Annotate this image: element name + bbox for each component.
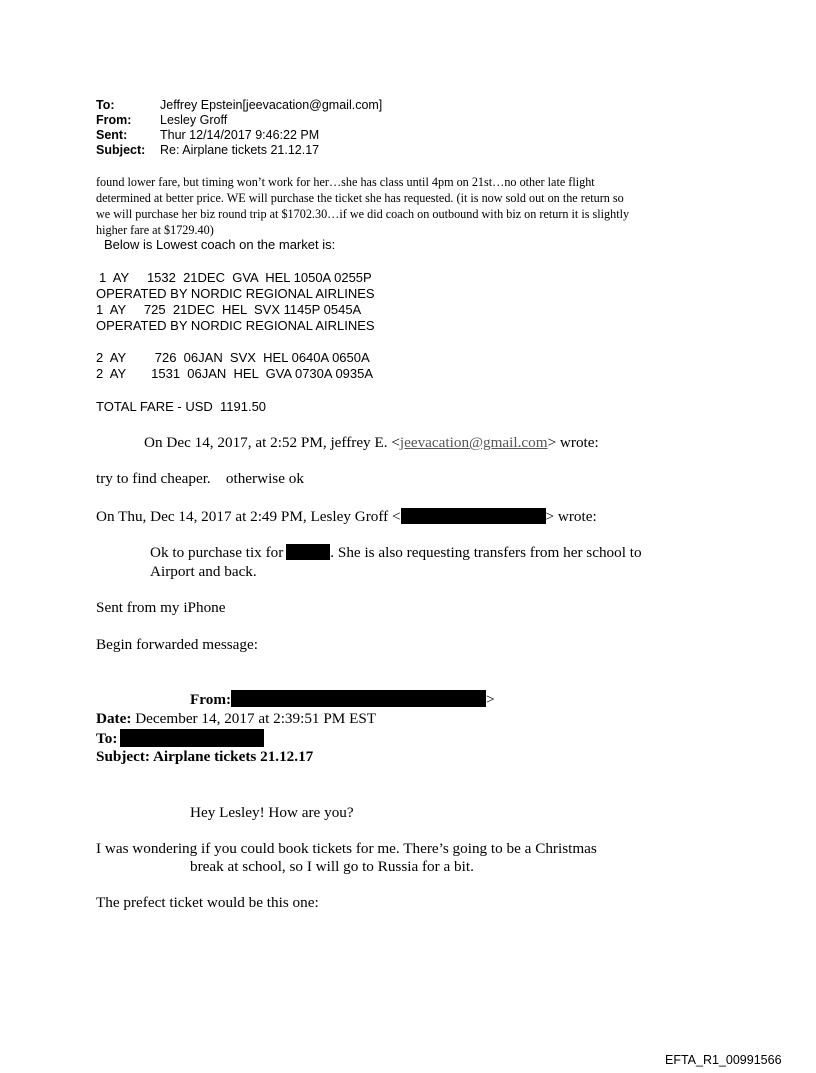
reply-line: we will purchase her biz round trip at $1702.30…if we did coach on outbound with biz on return it is slightly (96, 207, 630, 221)
lesley-body-line2: Airport and back. (150, 563, 257, 580)
to-value: Jeffrey Epstein[jeevacation@gmail.com] (160, 98, 383, 112)
to-label: To: (96, 98, 115, 112)
fwd-date-line (96, 710, 376, 728)
lesley-line1-prefix: Ok to purchase tix for (150, 544, 284, 561)
fwd-subject: Subject: Airplane tickets 21.12.17 (96, 748, 314, 765)
sent-value: Thur 12/14/2017 9:46:22 PM (160, 128, 320, 142)
sent-from-iphone: Sent from my iPhone (96, 599, 226, 616)
redacted-block (231, 690, 486, 707)
redacted-block (286, 544, 330, 560)
jeffrey-intro (144, 434, 599, 452)
lesley-intro-prefix: On Thu, Dec 14, 2017 at 2:49 PM, Lesley Groff < (96, 508, 401, 525)
jeffrey-email-link[interactable]: jeevacation@gmail.com (399, 434, 548, 451)
lesley-line1-suffix: . She is also requesting transfers from her school to (330, 544, 642, 561)
fwd-body-line: break at school, so I will go to Russia for a bit. (190, 858, 474, 875)
fwd-body-line: The prefect ticket would be this one: (96, 894, 319, 911)
subject-value: Re: Airplane tickets 21.12.17 (160, 143, 320, 157)
from-value: Lesley Groff (160, 113, 228, 127)
fwd-to-line (96, 729, 264, 748)
lesley-intro (96, 508, 597, 526)
fwd-date-value: December 14, 2017 at 2:39:51 PM EST (135, 710, 377, 727)
flight-line: 2 AY 726 06JAN SVX HEL 0640A 0650A (96, 350, 370, 365)
jeffrey-intro-prefix: On Dec 14, 2017, at 2:52 PM, jeffrey E. < (144, 434, 400, 451)
jeffrey-body: try to find cheaper. otherwise ok (96, 470, 304, 487)
reply-line: found lower fare, but timing won’t work for her…she has class until 4pm on 21st…no other late flight (96, 175, 595, 189)
flight-line: OPERATED BY NORDIC REGIONAL AIRLINES (96, 318, 375, 333)
total-fare: TOTAL FARE - USD 1191.50 (96, 399, 267, 414)
reply-line: determined at better price. WE will purchase the ticket she has requested. (it is now sold out on the return so (96, 191, 624, 205)
flight-line: OPERATED BY NORDIC REGIONAL AIRLINES (96, 286, 375, 301)
forwarded-label: Begin forwarded message: (96, 636, 258, 653)
lesley-body-line1 (150, 544, 642, 562)
fwd-greeting: Hey Lesley! How are you? (190, 804, 354, 821)
lowest-coach-text: Below is Lowest coach on the market is: (104, 237, 336, 252)
fwd-body-line: I was wondering if you could book tickets for me. There’s going to be a Christmas (96, 840, 597, 857)
document-id: EFTA_R1_00991566 (665, 1053, 782, 1067)
from-label: From: (96, 113, 132, 127)
fwd-to-label: To: (96, 730, 118, 747)
fwd-subject-line (96, 748, 313, 766)
fwd-from-suffix: > (486, 691, 495, 708)
jeffrey-intro-suffix: > wrote: (547, 434, 599, 451)
redacted-block (120, 729, 264, 747)
fwd-from-label: From: (190, 691, 232, 708)
reply-line: higher fare at $1729.40) (96, 223, 214, 237)
lesley-intro-suffix: > wrote: (545, 508, 597, 525)
sent-label: Sent: (96, 128, 128, 142)
flight-line: 1 AY 725 21DEC HEL SVX 1145P 0545A (96, 302, 362, 317)
flight-line: 2 AY 1531 06JAN HEL GVA 0730A 0935A (96, 366, 374, 381)
fwd-from-line (190, 690, 495, 709)
flight-line: 1 AY 1532 21DEC GVA HEL 1050A 0255P (99, 270, 372, 285)
subject-label: Subject: (96, 143, 146, 157)
redacted-block (401, 508, 546, 524)
fwd-date-label: Date: (96, 710, 132, 727)
